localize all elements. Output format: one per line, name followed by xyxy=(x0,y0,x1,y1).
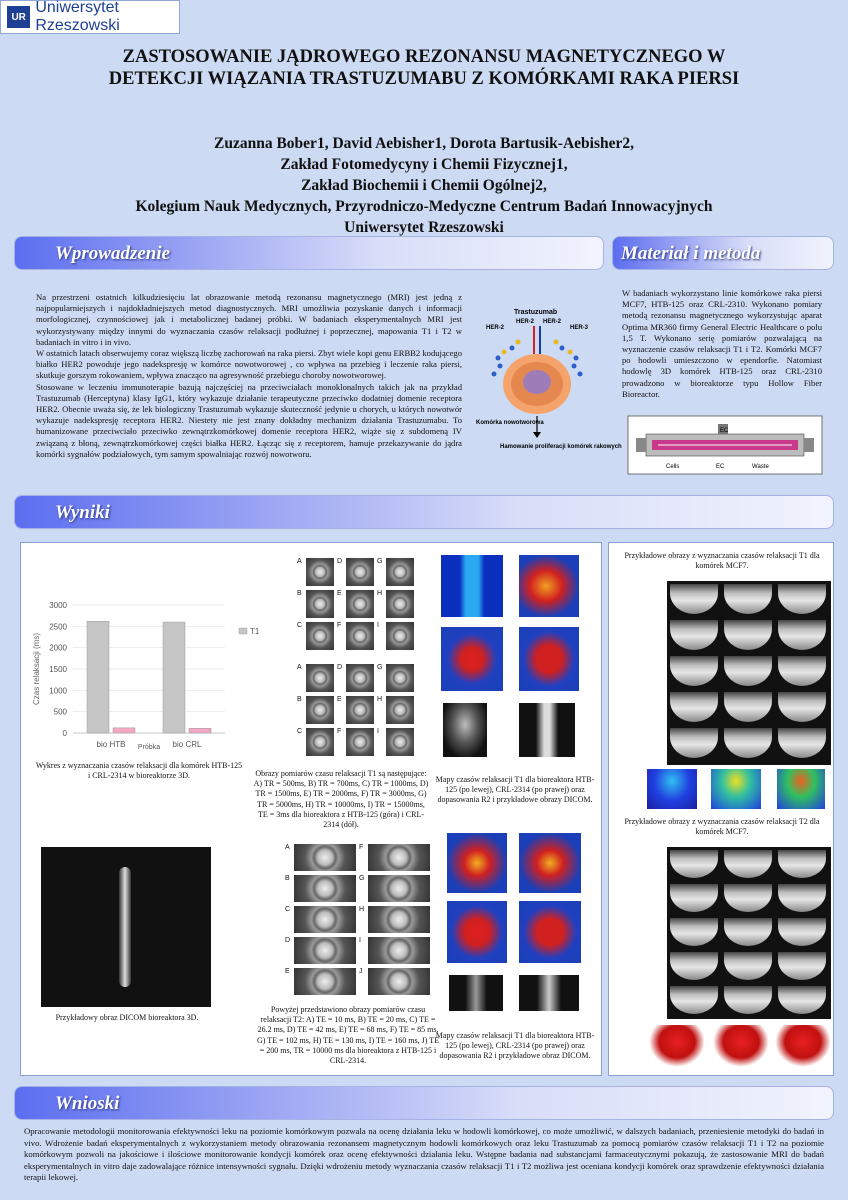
mri-slice-image xyxy=(386,622,414,650)
mri-slice-image xyxy=(368,937,430,964)
affiliation-3: Kolegium Nauk Medycznych, Przyrodniczo-Medyczne Centrum Badań Innowacyjnych xyxy=(135,198,713,215)
affiliation-4: Uniwersytet Rzeszowski xyxy=(344,219,504,236)
eppendorf-slice-image xyxy=(778,584,826,614)
reactor-label-cells: Cells xyxy=(666,464,680,470)
t1-images-caption: Obrazy pomiarów czasu relaksacji T1 są następujące: A) TR = 500ms, B) TR = 700ms, C) TR = 1000ms, D) TR = 1500ms, E) TR = 2000ms, F) TR = 3000ms, G) TR = 5000ms, H) TR = 10000ms, I) TR = 15000ms, TE = 3ms dla bioreaktora z HTB-125 (góra) i CRL-2314 (dół). xyxy=(253,769,429,830)
mri-slice-image xyxy=(346,558,374,586)
eppendorf-slice-image xyxy=(778,884,826,912)
eppendorf-slice-image xyxy=(670,584,718,614)
mri-grid-label: A xyxy=(297,558,302,565)
mri-slice-image xyxy=(306,696,334,724)
x-tick-label: bio CRL xyxy=(172,740,202,749)
t2-dicom-sample-crl xyxy=(519,975,579,1011)
t1-maps-caption: Mapy czasów relaksacji T1 dla bioreaktora HTB-125 (po lewej), CRL-2314 (po prawej) oraz dopasowania R2 i przykładowe obrazy DICOM. xyxy=(435,775,595,805)
poster-title: ZASTOSOWANIE JĄDROWEGO REZONANSU MAGNETYCZNEGO W DETEKCJI WIĄZANIA TRASTUZUMABU Z KOMÓRKAMI RAKA PIERSI xyxy=(108,47,740,89)
mri-grid-cell xyxy=(297,727,337,759)
mri-grid-label: C xyxy=(297,622,303,629)
eppendorf-slice-image xyxy=(724,728,772,758)
mri-slice-image xyxy=(368,875,430,902)
eppendorf-slice-image xyxy=(724,620,772,650)
mri-grid-cell xyxy=(337,727,377,759)
mri-slice-image xyxy=(346,728,374,756)
eppendorf-slice-image xyxy=(670,986,718,1014)
mri-grid-cell xyxy=(377,557,417,589)
eppendorf-slice-image xyxy=(670,728,718,758)
mcf7-t1-map-3 xyxy=(777,769,825,809)
mri-grid-cell xyxy=(297,695,337,727)
t1-map-htb xyxy=(441,555,503,617)
mri-grid-label: C xyxy=(297,728,303,735)
mri-slice-image xyxy=(306,664,334,692)
t2-map-htb xyxy=(447,833,507,893)
label-cancer-cell: Komórka nowotworowa xyxy=(476,420,544,426)
y-tick-label: 1000 xyxy=(49,686,67,696)
results-panel xyxy=(20,542,602,1076)
eppendorf-slice-image xyxy=(670,692,718,722)
mri-slice-image xyxy=(368,844,430,871)
bar xyxy=(113,728,135,733)
t1-image-grid-crl xyxy=(297,663,417,761)
mri-grid-label: A xyxy=(297,664,302,671)
y-tick-label: 1500 xyxy=(49,665,67,674)
mri-grid-label: J xyxy=(359,968,363,975)
mri-grid-label: D xyxy=(337,664,343,671)
mri-grid-label: E xyxy=(337,590,342,597)
university-logo xyxy=(0,0,180,34)
mri-slice-image xyxy=(306,622,334,650)
mri-grid-cell xyxy=(359,843,433,874)
trastuzumab-mechanism-figure xyxy=(474,302,622,470)
y-axis-label: Czas relaksacji (ms) xyxy=(32,632,41,706)
mri-grid-label: E xyxy=(285,968,290,975)
mri-grid-cell xyxy=(337,589,377,621)
mri-grid-cell xyxy=(377,727,417,759)
mri-grid-label: D xyxy=(285,937,291,944)
mri-grid-label: I xyxy=(377,622,379,629)
eppendorf-slice-image xyxy=(778,692,826,722)
mri-grid-cell xyxy=(377,621,417,653)
university-name: Uniwersytet Rzeszowski xyxy=(35,0,120,34)
t2-map-crl xyxy=(519,833,581,893)
eppendorf-slice-image xyxy=(778,728,826,758)
mri-grid-label: A xyxy=(285,844,290,851)
eppendorf-slice-image xyxy=(670,952,718,980)
mri-grid-label: I xyxy=(377,728,379,735)
t2-r2-fit-crl xyxy=(519,901,581,963)
eppendorf-slice-image xyxy=(724,986,772,1014)
t2-maps-caption: Mapy czasów relaksacji T1 dla bioreaktora HTB-125 (po lewej), CRL-2314 (po prawej) oraz dopasowania R2 i przykładowe obraz DICOM. xyxy=(435,1031,595,1061)
intro-paragraph-1: Na przestrzeni ostatnich kilkudziesięciu lat obrazowanie metodą rezonansu magnetycznego (MRI) jest jedną z najpopularniejszych i najdokładniejszych metod diagnostycznych. MRI umożliwia pozyskanie danych i informacji morfologicznej, czynnościowej jak i metabolicznej badanej próbki. W badaniach eksperymentalnych MRI jest wykorzystywany między innymi do wyznaczania czasów relaksacji podłużnej i poprzecznej, mapowania T1 i T2 w badaniach in vitro i in vivo. xyxy=(36,292,462,347)
mri-slice-image xyxy=(386,696,414,724)
mcf7-t2-maps xyxy=(649,1025,831,1069)
mri-grid-label: G xyxy=(359,875,365,882)
section-conclusions-banner: Wnioski xyxy=(14,1086,834,1120)
mcf7-t1-map-1 xyxy=(647,769,697,809)
label-her2-left: HER-2 xyxy=(486,325,505,331)
mri-slice-image xyxy=(294,906,356,933)
mri-grid-label: H xyxy=(359,906,365,913)
eppendorf-slice-image xyxy=(670,884,718,912)
mcf7-t2-caption: Przykładowe obrazy z wyznaczania czasów relaksacji T2 dla komórek MCF7. xyxy=(624,817,820,837)
mri-grid-label: D xyxy=(337,558,343,565)
mri-grid-label: G xyxy=(377,558,383,565)
hollow-fiber-bioreactor-diagram xyxy=(628,416,822,474)
r2-fit-map-htb xyxy=(441,627,503,691)
t2-r2-fit-htb xyxy=(447,901,507,963)
bar xyxy=(163,622,185,733)
mri-slice-image xyxy=(346,590,374,618)
label-her2-center-left: HER-2 xyxy=(516,319,535,325)
intro-panel xyxy=(14,282,622,482)
eppendorf-slice-image xyxy=(778,918,826,946)
t1-maps-block xyxy=(441,555,591,765)
section-intro-banner: Wprowadzenie xyxy=(14,236,604,270)
mcf7-t1-caption: Przykładowe obrazy z wyznaczania czasów relaksacji T1 dla komórek MCF7. xyxy=(624,551,820,571)
authors-block xyxy=(60,133,788,238)
mri-grid-cell xyxy=(359,936,433,967)
eppendorf-slice-image xyxy=(778,620,826,650)
intro-text xyxy=(36,292,462,460)
mcf7-t2-map-1 xyxy=(649,1025,705,1067)
eppendorf-slice-image xyxy=(724,884,772,912)
mri-slice-image xyxy=(386,728,414,756)
eppendorf-slice-image xyxy=(778,986,826,1014)
eppendorf-slice-image xyxy=(724,850,772,878)
mri-slice-image xyxy=(294,937,356,964)
mri-grid-label: G xyxy=(377,664,383,671)
mri-slice-image xyxy=(346,622,374,650)
eppendorf-slice-image xyxy=(778,850,826,878)
dicom-sample-crl xyxy=(519,703,575,757)
mri-slice-image xyxy=(294,968,356,995)
mri-slice-image xyxy=(306,728,334,756)
t2-maps-block xyxy=(445,833,595,1019)
conclusions-text: Opracowanie metodologii monitorowania efektywności leku na poziomie komórkowym pozwala na ocenę działania leku w hodowli komórkowej, co może umożliwić, w dalszych badaniach, przeniesienie metodyki do badań in vivo. Wdrożenie badań eksperymentalnych z wykorzystaniem metody obrazowania rezonansem magnetycznym hodowli komórkowych oraz leku Trastuzumab za pomocą pomiarów czasów relaksacji T1 i T2 na poziomie komórkowym pozwoli na jakościowe i ilościowe monitorowanie kondycji komórek oraz ocenę efektywności działania leku. Wstępne badania nad substancjami farmaceutycznymi pokazują, że zastosowanie MRI do badań eksperymentalnych in vitro daje zadowalające różnice intensywności sygnału. Dzięki wdrożeniu metody wyznaczania czasów relaksacji T1 i T2 możliwa jest oceniana kondycji komórek oraz sprawdzenie efektywności działania terapii lekowej. xyxy=(24,1126,824,1182)
mri-slice-image xyxy=(306,590,334,618)
mcf7-t1-maps xyxy=(647,769,827,813)
methods-text: W badaniach wykorzystano linie komórkowe raka piersi MCF7, HTB-125 oraz CRL-2310. Wykonano pomiary metodą rezonansu magnetycznego wykorzystując aparat Optima MR360 firmy General Electric Healthcare o polu 1,5 T. Wykonano serię pomiarów pozwalającą na wyznaczenie czasów relaksacji T1 i T2. Komórki MCF7 po hodowli umieszczono w ependorfie. Natomiast hodowlę 3D komórek HTB-125 oraz CRL-2310 prowadzono w bioreaktorze typu Hollow Fiber Bioreactor. xyxy=(622,288,822,399)
dicom-bioreactor-image xyxy=(41,847,211,1007)
mri-grid-label: B xyxy=(285,875,290,882)
mri-grid-label: F xyxy=(337,728,342,735)
mri-grid-cell xyxy=(377,695,417,727)
reactor-label-ec-top: EC xyxy=(720,428,729,434)
mri-grid-cell xyxy=(337,663,377,695)
eppendorf-slice-image xyxy=(724,918,772,946)
bar xyxy=(189,728,211,733)
eppendorf-slice-image xyxy=(670,918,718,946)
label-her3: HER-3 xyxy=(570,325,589,331)
mcf7-t1-map-2 xyxy=(711,769,761,809)
eppendorf-slice-image xyxy=(724,584,772,614)
dicom-caption: Przykładowy obraz DICOM bioreaktora 3D. xyxy=(55,1013,199,1022)
label-trastuzumab: Trastuzumab xyxy=(514,309,558,316)
mri-grid-cell xyxy=(297,589,337,621)
mri-slice-image xyxy=(294,844,356,871)
university-logo-icon: UR xyxy=(7,6,30,28)
bar xyxy=(87,621,109,733)
intro-paragraph-3: Stosowane w leczeniu immunoterapie bazują najczęściej na przeciwciałach monoklonalnych takich jak na przykład Trastuzumab (Herceptyna) klasy IgG1, który wykazuje działanie terapeutyczne przeciwko dodatniej domenie receptora HER2. Obecnie uważa się, że lek biologiczny Trastuzumab wykazuje skuteczność jedynie u chorych, u których nowotwór wykazuje nadekspresję receptora HER2. Niestety nie jest znany dokładny mechanizm działania Trastuzumabu. To humanizowane przeciwciało przeciwko zewnątrzkomórkowej domenie receptora HER2, wiąże się z subdomeną IV związaną z błoną, zewnątrzkomórkowej części białka HER2. Łącząc się z receptorem, hamuje przekazywanie do jądra komórki sygnałów podziałowych, tym samym spowalniając rozwój nowotworu. xyxy=(36,381,462,459)
mri-grid-label: C xyxy=(285,906,291,913)
dicom-sample-htb xyxy=(443,703,487,757)
eppendorf-slice-image xyxy=(778,952,826,980)
t2-images-caption: Powyżej przedstawiono obrazy pomiarów czasu relaksacji T2: A) TE = 10 ms, B) TE = 20 ms, C) TE = 26.2 ms, D) TE = 42 ms, E) TE = 68 ms, F) TE = 85 ms, G) TE = 102 ms, H) TE = 130 ms, I) TE = 160 ms, J) TE = 200 ms, TR = 10000 ms dla bioreaktora z HTB-125 i CRL-2314. xyxy=(256,1005,440,1066)
intro-paragraph-2: W ostatnich latach obserwujemy coraz większą liczbę zachorowań na raka piersi. Zbyt wiele kopi genu ERBB2 kodującego białko HER2 powoduje jego nadekspresję w komórce nowotworowej , co wpływa na przebieg i leczenie raka piersi, skutkuje gorszym rokowaniem, wpływa znacząco na agresywność przebiegu choroby nowotworowej. xyxy=(36,348,462,381)
mri-grid-label: B xyxy=(297,590,302,597)
mri-slice-image xyxy=(368,968,430,995)
chart-caption: Wykres z wyznaczania czasów relaksacji dla komórek HTB-125 i CRL-2314 w bioreaktorze 3D. xyxy=(35,761,243,781)
mri-slice-image xyxy=(346,664,374,692)
mri-grid-cell xyxy=(297,621,337,653)
legend-swatch xyxy=(239,628,247,634)
t1-image-grid-htb xyxy=(297,557,417,655)
mcf7-t1-image-grid xyxy=(667,581,831,765)
mri-grid-cell xyxy=(377,663,417,695)
mcf7-t2-map-3 xyxy=(775,1025,831,1067)
y-tick-label: 500 xyxy=(53,707,67,717)
mri-slice-image xyxy=(306,558,334,586)
mcf7-panel xyxy=(608,542,834,1076)
mri-grid-label: I xyxy=(359,937,361,944)
t2-dicom-sample-htb xyxy=(449,975,503,1011)
mri-grid-cell xyxy=(337,621,377,653)
eppendorf-slice-image xyxy=(670,850,718,878)
mri-grid-cell xyxy=(297,663,337,695)
mcf7-t2-map-2 xyxy=(713,1025,769,1067)
y-tick-label: 0 xyxy=(62,729,67,738)
reactor-label-waste: Waste xyxy=(752,464,769,470)
section-results-banner: Wyniki xyxy=(14,495,834,529)
mri-slice-image xyxy=(386,558,414,586)
bioreactor-tube-shape xyxy=(119,867,131,987)
label-her2-center-right: HER-2 xyxy=(543,319,562,325)
eppendorf-slice-image xyxy=(724,656,772,686)
eppendorf-slice-image xyxy=(778,656,826,686)
t1-map-crl xyxy=(519,555,579,617)
t2-image-grid xyxy=(285,843,435,1001)
author-names: Zuzanna Bober1, David Aebisher1, Dorota Bartusik-Aebisher2, xyxy=(214,135,634,152)
y-tick-label: 2500 xyxy=(49,622,67,632)
mri-grid-cell xyxy=(377,589,417,621)
eppendorf-slice-image xyxy=(670,620,718,650)
mri-grid-cell xyxy=(359,874,433,905)
methods-panel xyxy=(612,282,834,492)
mri-slice-image xyxy=(346,696,374,724)
relaxation-time-bar-chart xyxy=(25,593,263,761)
mri-grid-cell xyxy=(285,967,359,998)
r2-fit-map-crl xyxy=(519,627,579,691)
mri-slice-image xyxy=(368,906,430,933)
mri-grid-cell xyxy=(285,874,359,905)
mri-grid-cell xyxy=(285,905,359,936)
mri-slice-image xyxy=(386,590,414,618)
label-outcome: Hamowanie proliferacji komórek rakowych xyxy=(500,444,622,450)
affiliation-2: Zakład Biochemii i Chemii Ogólnej2, xyxy=(301,177,547,194)
mri-grid-cell xyxy=(359,967,433,998)
mri-grid-label: F xyxy=(359,844,364,851)
mri-grid-cell xyxy=(285,843,359,874)
x-axis-label: Próbka xyxy=(137,744,161,751)
mri-slice-image xyxy=(294,875,356,902)
mri-grid-label: B xyxy=(297,696,302,703)
y-tick-label: 3000 xyxy=(49,601,67,610)
eppendorf-slice-image xyxy=(724,692,772,722)
mri-grid-cell xyxy=(285,936,359,967)
mri-grid-label: F xyxy=(337,622,342,629)
eppendorf-slice-image xyxy=(670,656,718,686)
section-methods-banner: Materiał i metoda xyxy=(612,236,834,270)
mri-grid-cell xyxy=(359,905,433,936)
y-tick-label: 2000 xyxy=(49,643,67,653)
mri-grid-cell xyxy=(337,695,377,727)
affiliation-1: Zakład Fotomedycyny i Chemii Fizycznej1, xyxy=(280,156,568,173)
mri-slice-image xyxy=(386,664,414,692)
eppendorf-slice-image xyxy=(724,952,772,980)
legend-label: T1 xyxy=(250,627,260,636)
mcf7-t2-image-grid xyxy=(667,847,831,1019)
mri-grid-label: H xyxy=(377,696,383,703)
mri-grid-cell xyxy=(337,557,377,589)
mri-grid-label: H xyxy=(377,590,383,597)
mri-grid-label: E xyxy=(337,696,342,703)
mri-grid-cell xyxy=(297,557,337,589)
reactor-label-ec-bottom: EC xyxy=(716,464,725,470)
x-tick-label: bio HTB xyxy=(96,740,126,749)
